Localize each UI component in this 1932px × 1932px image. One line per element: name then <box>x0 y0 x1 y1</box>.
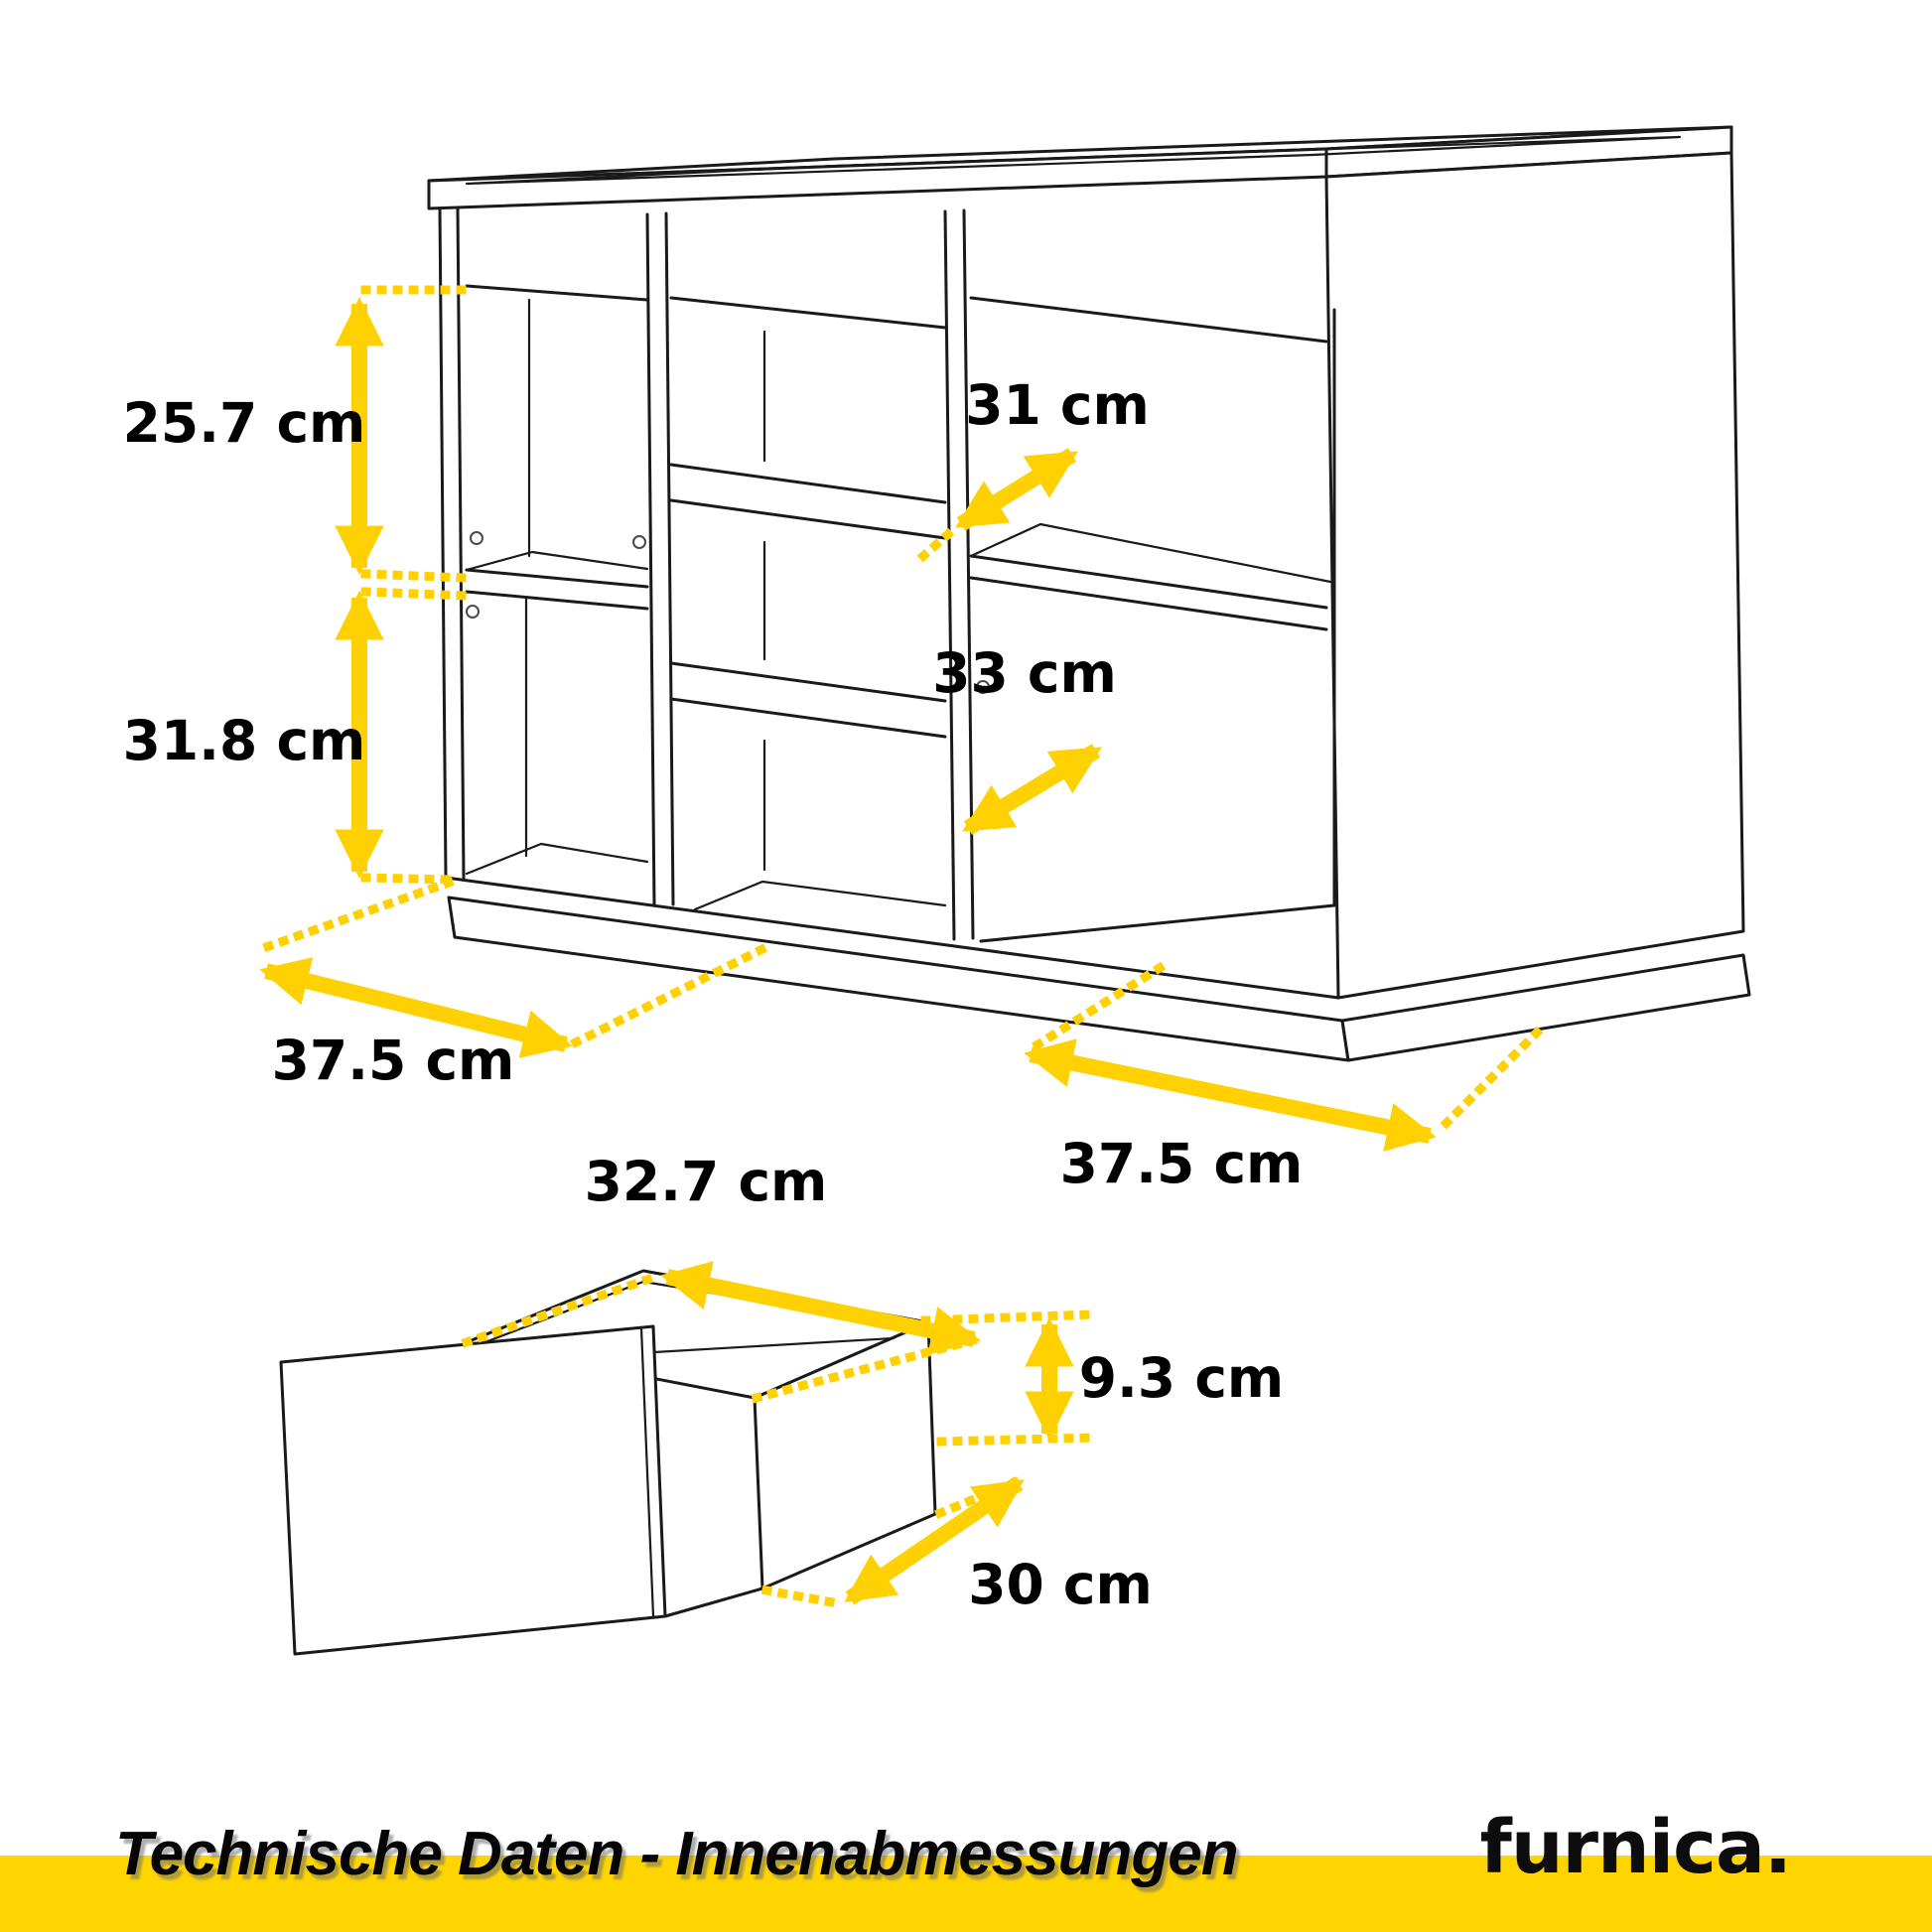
cabinet-divider-2 <box>945 211 954 939</box>
cabinet-left-panel-edge <box>440 208 446 878</box>
arrow-31 <box>961 455 1072 524</box>
right-shelf-top-surface <box>971 524 1330 582</box>
left-section-rail-bottom <box>467 286 647 300</box>
cabinet-divider-1 <box>647 214 654 905</box>
left-floor-surface <box>467 844 647 874</box>
right-section-rail-bottom <box>971 298 1326 342</box>
drawer-bottom-connector <box>665 1588 762 1616</box>
right-shelf-front-bottom <box>971 578 1326 629</box>
guide-30-left <box>766 1590 844 1604</box>
right-floor-back-edge <box>981 905 1334 941</box>
guide-31-8-top <box>365 592 465 596</box>
footer-title: Technische Daten - Innenabmessungen <box>115 1820 1238 1888</box>
middle-slat1-bottom <box>671 500 945 538</box>
guide-31-8-bottom <box>365 878 449 880</box>
cabinet-divider-1-inner <box>666 213 673 904</box>
screw-hole <box>633 536 645 548</box>
guide-37-5-right-b <box>1438 1033 1537 1132</box>
dimension-label-left-lower-height: 31.8 cm <box>122 709 366 772</box>
dimension-label-left-upper-height: 25.7 cm <box>122 391 366 455</box>
screw-hole <box>467 606 479 618</box>
guide-37-5-left-a <box>266 883 449 947</box>
arrow-37-5-right <box>1031 1054 1430 1136</box>
guide-9-3-top <box>925 1314 1092 1320</box>
drawer-drawing <box>281 1271 935 1654</box>
dimension-label-drawer-width: 32.7 cm <box>584 1150 828 1213</box>
left-shelf-top-surface <box>467 552 647 570</box>
dimension-label-right-section-width: 37.5 cm <box>1059 1132 1304 1195</box>
left-shelf-front-bottom <box>467 592 647 609</box>
drawer-front-panel <box>281 1326 665 1654</box>
arrow-33 <box>968 751 1096 828</box>
left-shelf-front-top <box>467 570 647 587</box>
cabinet-left-panel-edge-inner <box>458 208 464 878</box>
guide-25-7-bottom <box>365 574 465 578</box>
guide-9-3-bottom <box>941 1438 1092 1442</box>
dimension-label-shelf-depth: 31 cm <box>965 373 1150 437</box>
middle-section-rail-bottom <box>671 298 945 328</box>
middle-floor-surface <box>695 882 945 909</box>
right-shelf-front-top <box>971 556 1326 608</box>
middle-slat1-top <box>671 465 945 502</box>
dimension-label-compartment-depth: 33 cm <box>932 641 1117 705</box>
cabinet-plinth-front <box>449 897 1348 1060</box>
cabinet-right-panel <box>1326 153 1743 998</box>
dimension-label-drawer-height: 9.3 cm <box>1078 1346 1285 1410</box>
brand-logo: furnica. <box>1479 1805 1791 1890</box>
middle-slat2-top <box>671 663 945 701</box>
dimension-label-left-section-width: 37.5 cm <box>271 1029 515 1092</box>
dimension-label-drawer-depth: 30 cm <box>968 1553 1153 1616</box>
cabinet-drawing <box>429 127 1749 1060</box>
screw-hole <box>471 532 483 544</box>
middle-slat2-bottom <box>671 699 945 737</box>
